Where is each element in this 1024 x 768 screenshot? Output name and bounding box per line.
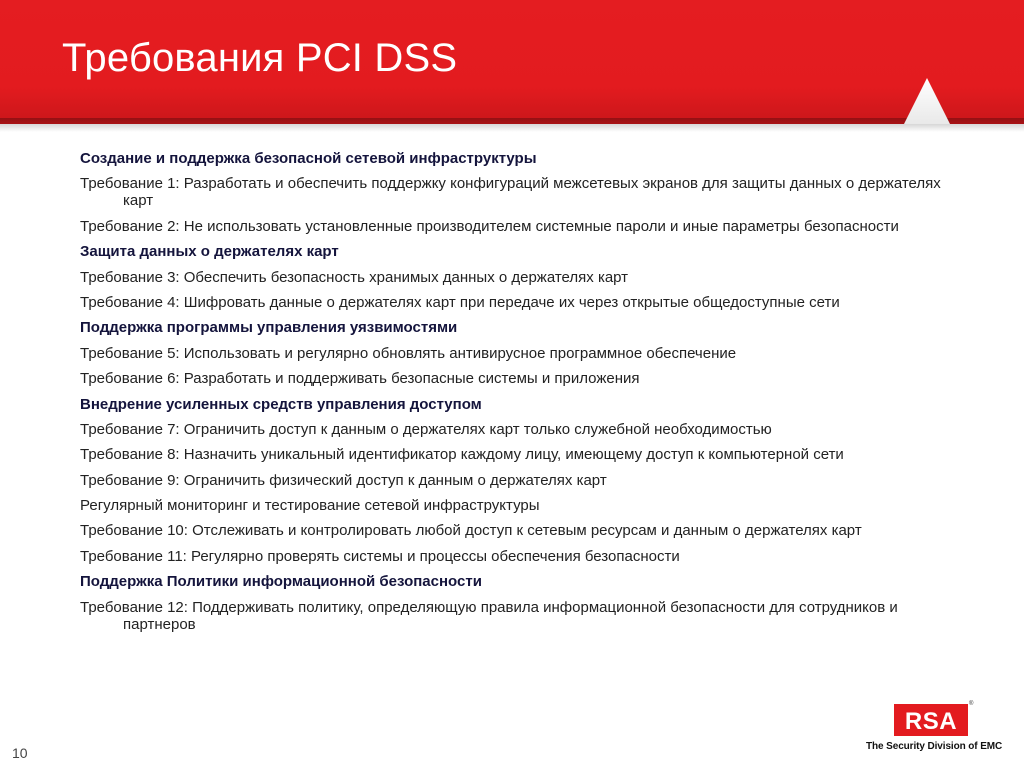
requirements-list xyxy=(80,150,970,641)
requirement-item: Требование 8: Назначить уникальный идентификатор каждому лицу, имеющему доступ к компьютерной сети xyxy=(80,446,844,464)
requirement-item: Требование 11: Регулярно проверять системы и процессы обеспечения безопасности xyxy=(80,547,680,565)
rsa-logo-text: RSA xyxy=(904,708,958,735)
header-notch-decoration xyxy=(904,78,950,124)
section-heading: Внедрение усиленных средств управления доступом xyxy=(80,395,482,413)
requirement-item: Регулярный мониторинг и тестирование сетевой инфраструктуры xyxy=(80,497,540,515)
requirement-item: Требование 1: Разработать и обеспечить поддержку конфигураций межсетевых экранов для защиты данных о держателях карт xyxy=(80,175,941,210)
logo-tagline: The Security Division of EMC xyxy=(866,741,1003,752)
requirement-item: Требование 10: Отслеживать и контролировать любой доступ к сетевым ресурсам и данным о держателях карт xyxy=(80,522,862,540)
requirement-item: Требование 2: Не использовать установленные производителем системные пароли и иные параметры безопасности xyxy=(80,217,899,235)
requirement-item: Требование 9: Ограничить физический доступ к данным о держателях карт xyxy=(80,471,607,489)
section-heading: Поддержка Политики информационной безопасности xyxy=(80,573,482,591)
section-heading: Поддержка программы управления уязвимостями xyxy=(80,319,458,337)
logo-registered-mark: ® xyxy=(969,701,974,707)
requirement-item: Требование 5: Использовать и регулярно обновлять антивирусное программное обеспечение xyxy=(80,344,737,362)
header-shadow xyxy=(0,118,1024,132)
requirement-item: Требование 3: Обеспечить безопасность хранимых данных о держателях карт xyxy=(80,268,629,286)
slide-title: Требования PCI DSS xyxy=(62,36,458,80)
requirement-item: Требование 6: Разработать и поддерживать безопасные системы и приложения xyxy=(80,370,640,388)
section-heading: Создание и поддержка безопасной сетевой инфраструктуры xyxy=(80,150,537,167)
rsa-logo xyxy=(894,704,968,736)
requirement-item: Требование 4: Шифровать данные о держателях карт при передаче их через открытые общедоступные сети xyxy=(80,293,840,311)
requirement-item: Требование 7: Ограничить доступ к данным о держателях карт только служебной необходимостью xyxy=(80,420,772,438)
section-heading: Защита данных о держателях карт xyxy=(80,243,339,261)
requirement-item: Требование 12: Поддерживать политику, определяющую правила информационной безопасности для сотрудников и партнеров xyxy=(80,598,898,633)
page-number: 10 xyxy=(12,745,28,761)
